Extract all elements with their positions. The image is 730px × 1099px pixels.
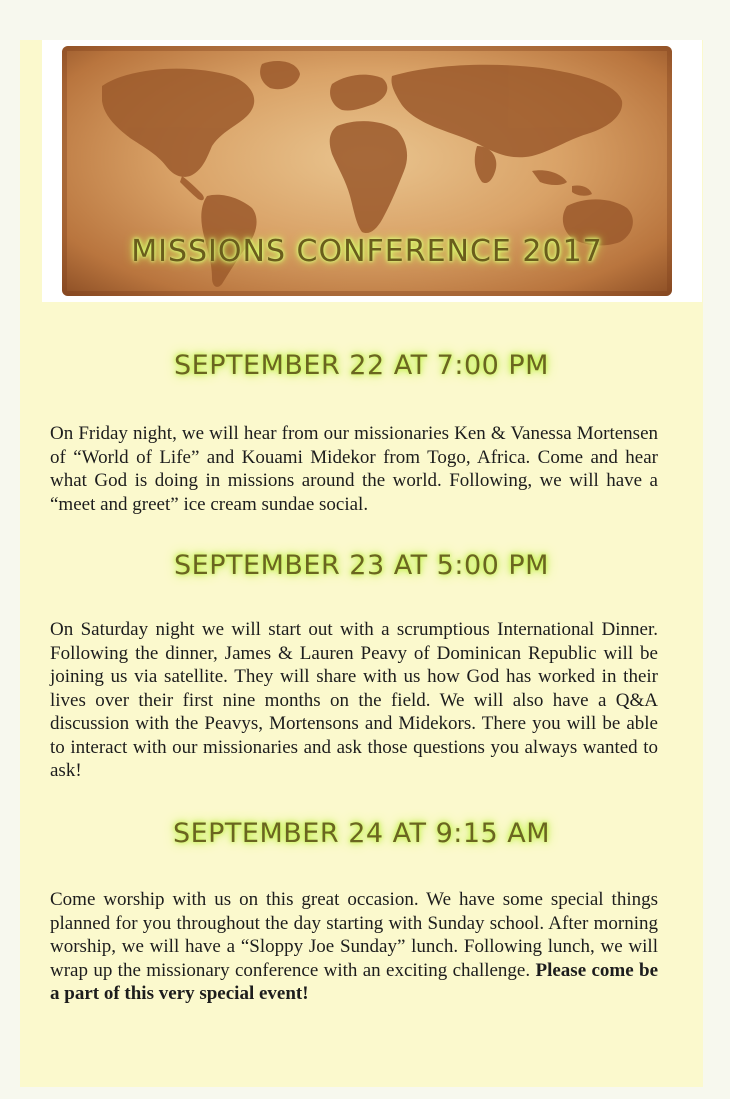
banner-title: MISSIONS CONFERENCE 2017 [131, 234, 603, 269]
section-body-sep-22: On Friday night, we will hear from our missionaries Ken & Vanessa Mortensen of “World of Life” and Kouami Midekor from Togo, Africa. Come and hear what God is doing in missions around the world. Following, we will have a “meet and greet” ice cream sundae social. [50, 423, 658, 515]
section-heading-sep-22: SEPTEMBER 22 AT 7:00 PM [174, 350, 549, 381]
flyer [20, 40, 703, 1087]
closing-invitation: Please come be a part of this very special event! [50, 959, 659, 1004]
section-heading-sep-24: SEPTEMBER 24 AT 9:15 AM [172, 818, 551, 849]
section-heading-sep-23: SEPTEMBER 23 AT 5:00 PM [174, 550, 549, 581]
section-body-sep-23: On Saturday night we will start out with a scrumptious International Dinner. Following the dinner, James & Lauren Peavy of Dominican Republic will be joining us via satellite. They will share with us how God has worked in their lives over their first nine months on the field. We will also have a Q&A discussion with the Peavys, Mortensons and Midekors. There you will be able to interact with our missionaries and ask those questions you always wanted to ask! [50, 619, 658, 781]
banner-frame [42, 40, 702, 302]
section-body-sep-24-text: Come worship with us on this great occasion. We have some special things planned for you throughout the day starting with Sunday school. After morning worship, we will have a “Sloppy Joe Sunday” lunch. Following lunch, we will wrap up the missionary conference with an exciting challenge. [50, 889, 658, 981]
world-map-banner [62, 46, 672, 296]
section-body-sep-24 [50, 888, 658, 1006]
